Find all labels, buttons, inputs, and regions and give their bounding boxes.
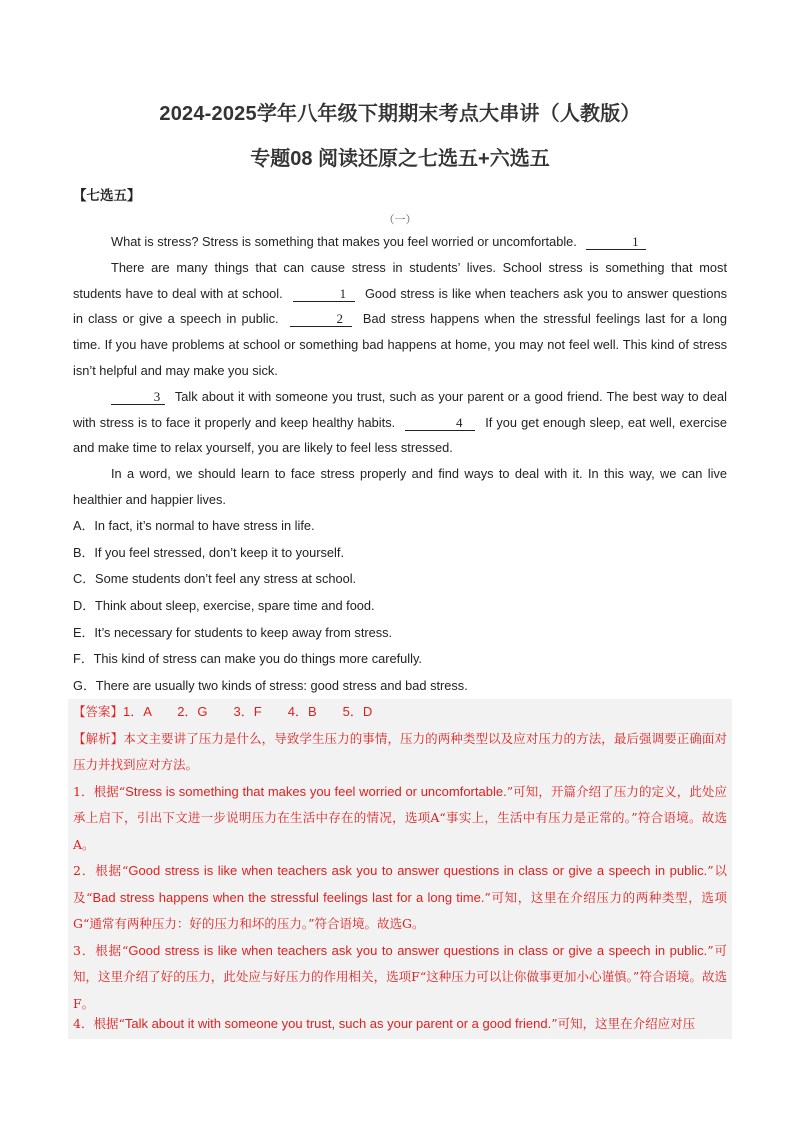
option-c: C．Some students don’t feel any stress at school. xyxy=(73,571,357,587)
option-a: A．In fact, it’s normal to have stress in life. xyxy=(73,518,315,533)
explanation-1: 1．根据“Stress is something that makes you feel worried or uncomfortable.”可知，开篇介绍了压力的定义，此处应承上启下，引出下文进一步说明压力在生活中存在的情况，选项A“事实上，生活中有压力是正常的。”符合语境。故选A。 xyxy=(73,783,727,852)
explanation-3: 3．根据“Good stress is like when teachers ask you to answer questions in class or give a speech in public.”可知，这里介绍了好的压力，此处应与好压力的作用相关，选项F“这种压力可以让你做事更加小心谨慎。”符合语境。故选F。 xyxy=(73,942,728,1011)
passage-number: （一） xyxy=(383,213,417,226)
answer-line: 【答案】1．A 2．G 3．F 4．B 5．D xyxy=(73,704,373,719)
section-label: 【七选五】 xyxy=(73,188,141,203)
answer-section xyxy=(68,699,732,1039)
option-f: F．This kind of stress can make you do things more carefully. xyxy=(73,651,422,667)
option-g: G．There are usually two kinds of stress: good stress and bad stress. xyxy=(73,678,468,694)
explanation-2: 2．根据“Good stress is like when teachers ask you to answer questions in class or give a speech in public.”以及“Bad stress happens when the stressful feelings last for a long time.”可知，这里在介绍压力的两种类型，选项G“通常有两种压力：好的压力和坏的压力。”符合语境。故选G。 xyxy=(73,863,728,931)
blank-1: 1 xyxy=(586,235,646,250)
option-d: D．Think about sleep, exercise, spare time and food. xyxy=(73,598,375,614)
document-title: 2024-2025学年八年级下期期末考点大串讲（人教版） xyxy=(159,103,641,125)
option-b: B．If you feel stressed, don’t keep it to yourself. xyxy=(73,544,345,560)
blank-1b: 1 xyxy=(293,287,355,302)
blank-4: 4 xyxy=(405,416,475,431)
explanation-4: 4．根据“Talk about it with someone you trust, such as your parent or a good friend.”可知，这里在介绍应对压 xyxy=(73,1016,696,1031)
passage-paragraph-4: In a word, we should learn to face stress properly and find ways to deal with it. In this way, we can live healthier and happier lives. xyxy=(73,466,727,507)
option-e: E．It’s necessary for students to keep away from stress. xyxy=(73,624,393,640)
passage-paragraph-2: There are many things that can cause stress in students’ lives. School stress is something that most students have to deal with at school. 1 Good stress is like when teachers ask you to answer questions in class or give a speech in public. 2 Bad stress happens when the stressful feelings last for a long time. If you have problems at school or something bad happens at home, you may not feel well. This kind of stress isn’t helpful and may make you sick. xyxy=(73,260,727,378)
options-list xyxy=(73,513,727,700)
blank-2: 2 xyxy=(290,312,352,327)
passage-paragraph-1: What is stress? Stress is something that makes you feel worried or uncomfortable. 1 xyxy=(73,229,727,255)
passage-paragraph-3: 3 Talk about it with someone you trust, such as your parent or a good friend. The best way to deal with stress is to face it properly and keep healthy habits. 4 If you get enough sleep, eat well, exercise and make time to relax yourself, you are likely to feel less stressed. xyxy=(73,389,727,456)
document-subtitle: 专题08 阅读还原之七选五+六选五 xyxy=(250,148,550,170)
blank-3: 3 xyxy=(111,390,165,405)
analysis-summary: 【解析】本文主要讲了压力是什么，导致学生压力的事情，压力的两种类型以及应对压力的方法，最后强调要正确面对压力并找到应对方法。 xyxy=(73,730,727,772)
